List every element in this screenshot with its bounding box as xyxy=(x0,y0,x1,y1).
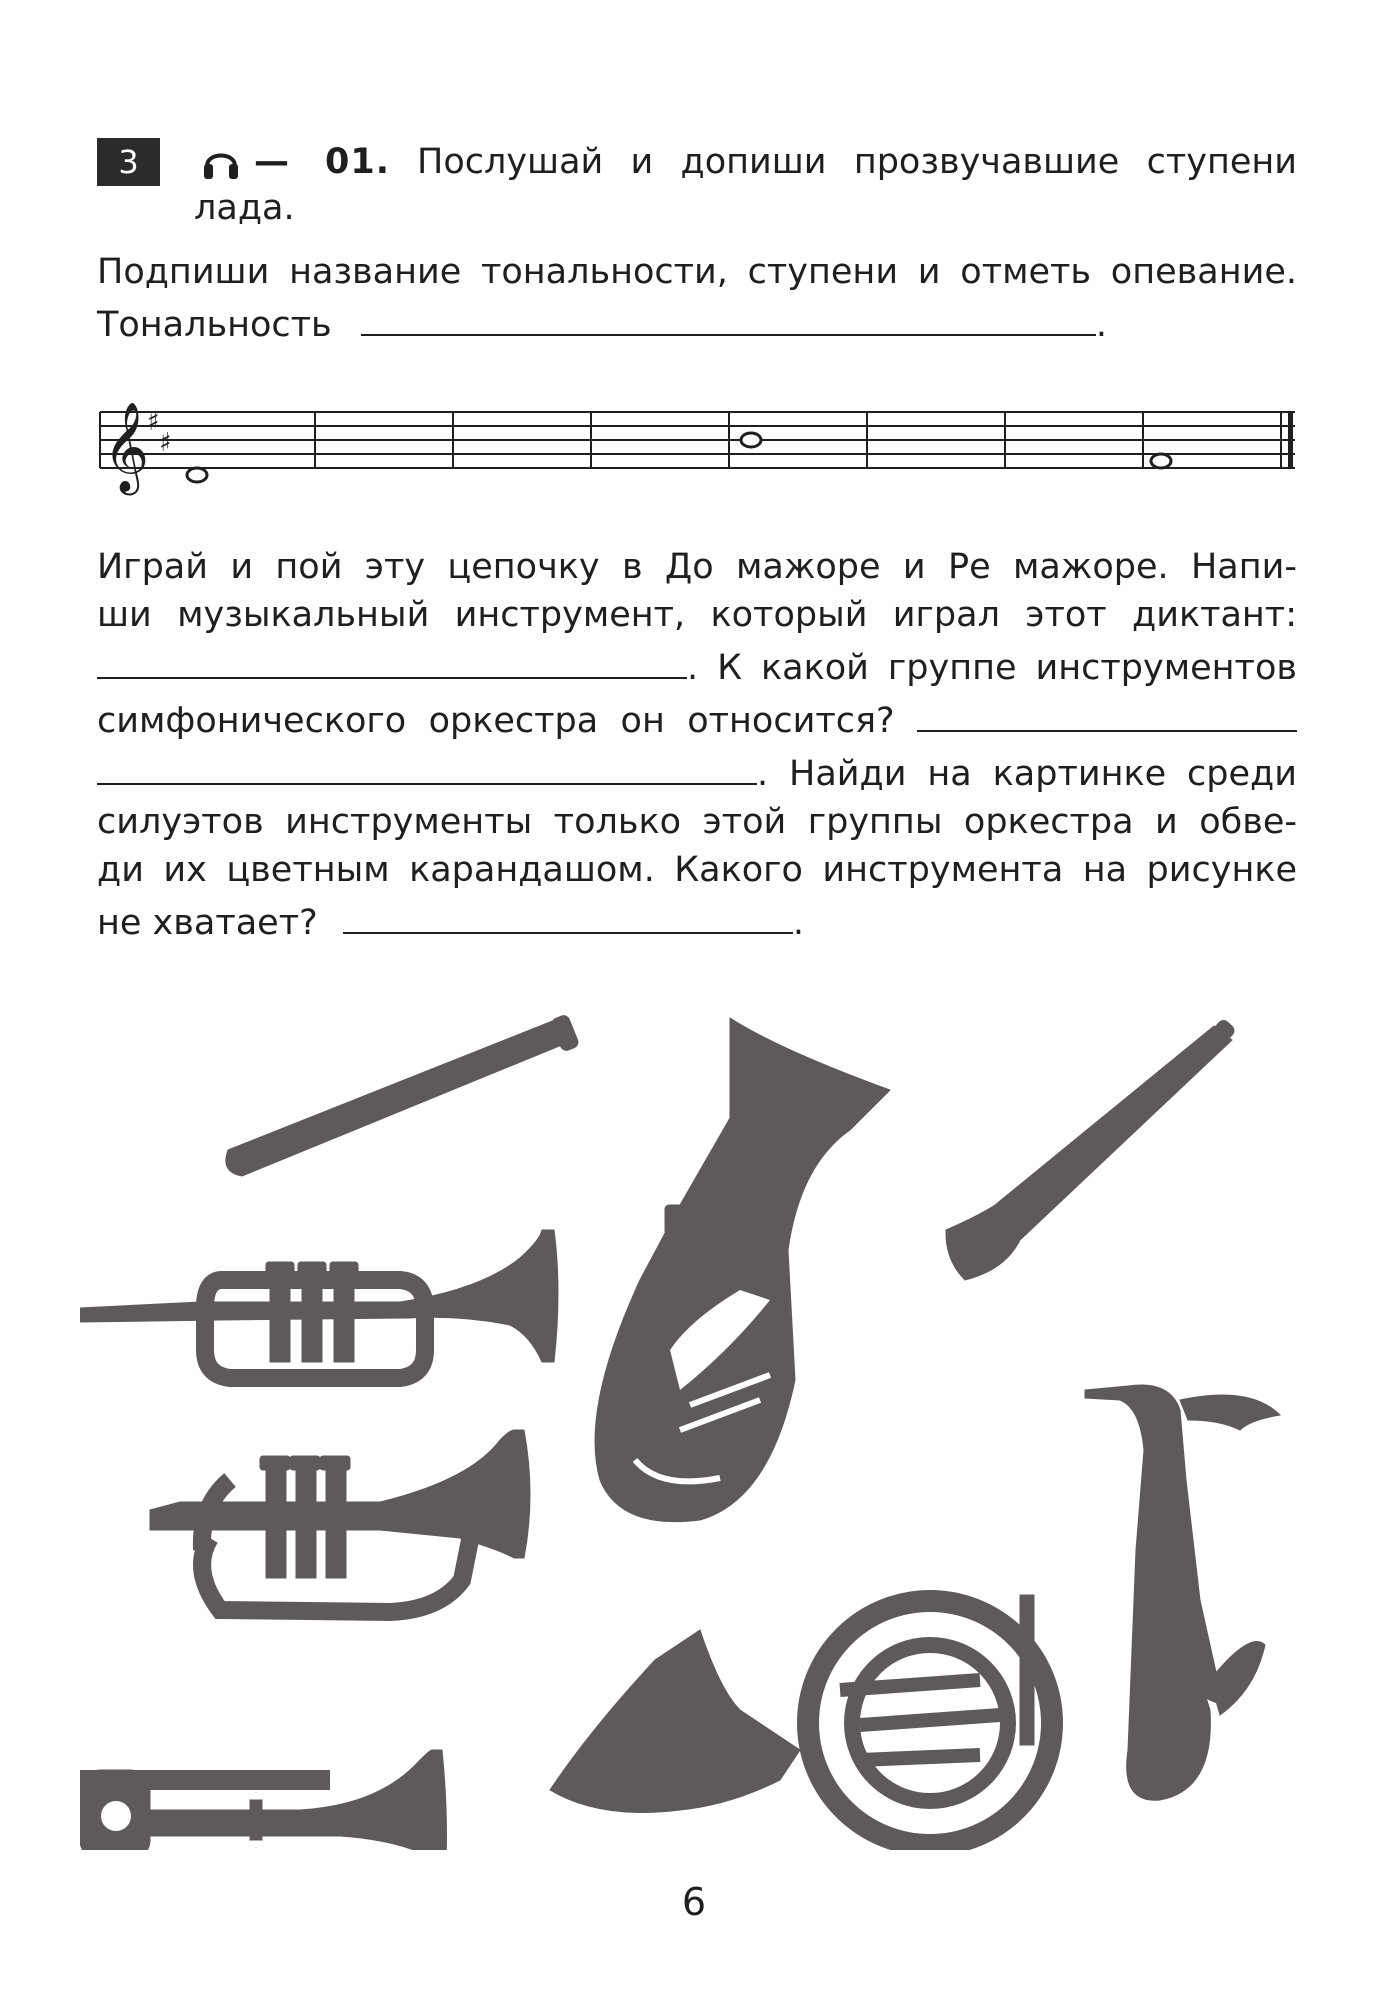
recorder-icon[interactable] xyxy=(226,1014,580,1176)
whole-note-e xyxy=(1151,454,1171,468)
clarinet-icon[interactable] xyxy=(946,1018,1236,1280)
music-staff xyxy=(95,395,1300,510)
period: . xyxy=(792,903,804,943)
instruction-paragraph-1 xyxy=(97,248,1297,349)
tonality-answer-blank[interactable] xyxy=(361,296,1096,336)
instruction-paragraph-2 xyxy=(97,543,1297,947)
group-answer-blank-1[interactable] xyxy=(917,692,1297,732)
instruction-line: ши музыкальный инструмент, который играл этот диктант: xyxy=(97,595,1297,635)
group-line xyxy=(97,692,1297,745)
instruction-text: . К какой группе инструментов xyxy=(687,648,1297,688)
french-horn-icon[interactable] xyxy=(550,1595,1052,1845)
instruction-line: Играй и пой эту цепочку в До мажоре и Ре мажоре. Напи- xyxy=(97,547,1297,587)
flugelhorn-icon[interactable] xyxy=(150,1430,530,1612)
instrument-silhouettes xyxy=(80,990,1320,1850)
instrument-answer-blank[interactable] xyxy=(97,639,687,679)
task-instruction-line2: лада. xyxy=(194,188,295,228)
trombone-icon[interactable] xyxy=(80,1750,545,1850)
treble-clef-icon: 𝄞 xyxy=(103,402,150,492)
trumpet-icon[interactable] xyxy=(80,1230,558,1378)
sharp-c-icon: ♯ xyxy=(159,428,172,458)
instruction-text: . Найди на картинке среди xyxy=(757,754,1297,794)
task-instruction-line1: Послушай и допиши прозвучавшие ступени xyxy=(417,142,1297,182)
instrument-line xyxy=(97,639,1297,692)
instruction-text: симфонического оркестра он относится? xyxy=(97,701,895,741)
sharp-f-icon: ♯ xyxy=(147,407,160,437)
group-answer-blank-2[interactable] xyxy=(97,745,757,785)
group-line-2 xyxy=(97,745,1297,798)
task-dash: — xyxy=(254,142,289,182)
audio-track-code: 01. xyxy=(325,142,391,182)
saxophone-icon[interactable] xyxy=(1085,1385,1280,1800)
missing-instrument-line xyxy=(97,894,1297,947)
instruction-line: Подпиши название тональности, ступени и отметь опевание. xyxy=(97,252,1297,292)
headphones-icon xyxy=(201,142,241,182)
missing-instrument-answer-blank[interactable] xyxy=(343,894,793,934)
instruction-line: силуэтов инструменты только этой группы оркестра и обве- xyxy=(97,802,1297,842)
period: . xyxy=(1095,305,1107,345)
task-number-badge: 3 xyxy=(97,138,160,186)
tuba-icon[interactable] xyxy=(595,1018,890,1522)
page-number: 6 xyxy=(681,1880,707,1924)
instruction-text: не хватает? xyxy=(97,903,318,943)
tonality-line xyxy=(97,296,1297,349)
instruction-line: ди их цветным карандашом. Какого инструмента на рисунке xyxy=(97,850,1297,890)
whole-note-d xyxy=(187,468,207,482)
whole-note-b xyxy=(735,433,767,447)
tonality-label: Тональность xyxy=(97,305,332,345)
